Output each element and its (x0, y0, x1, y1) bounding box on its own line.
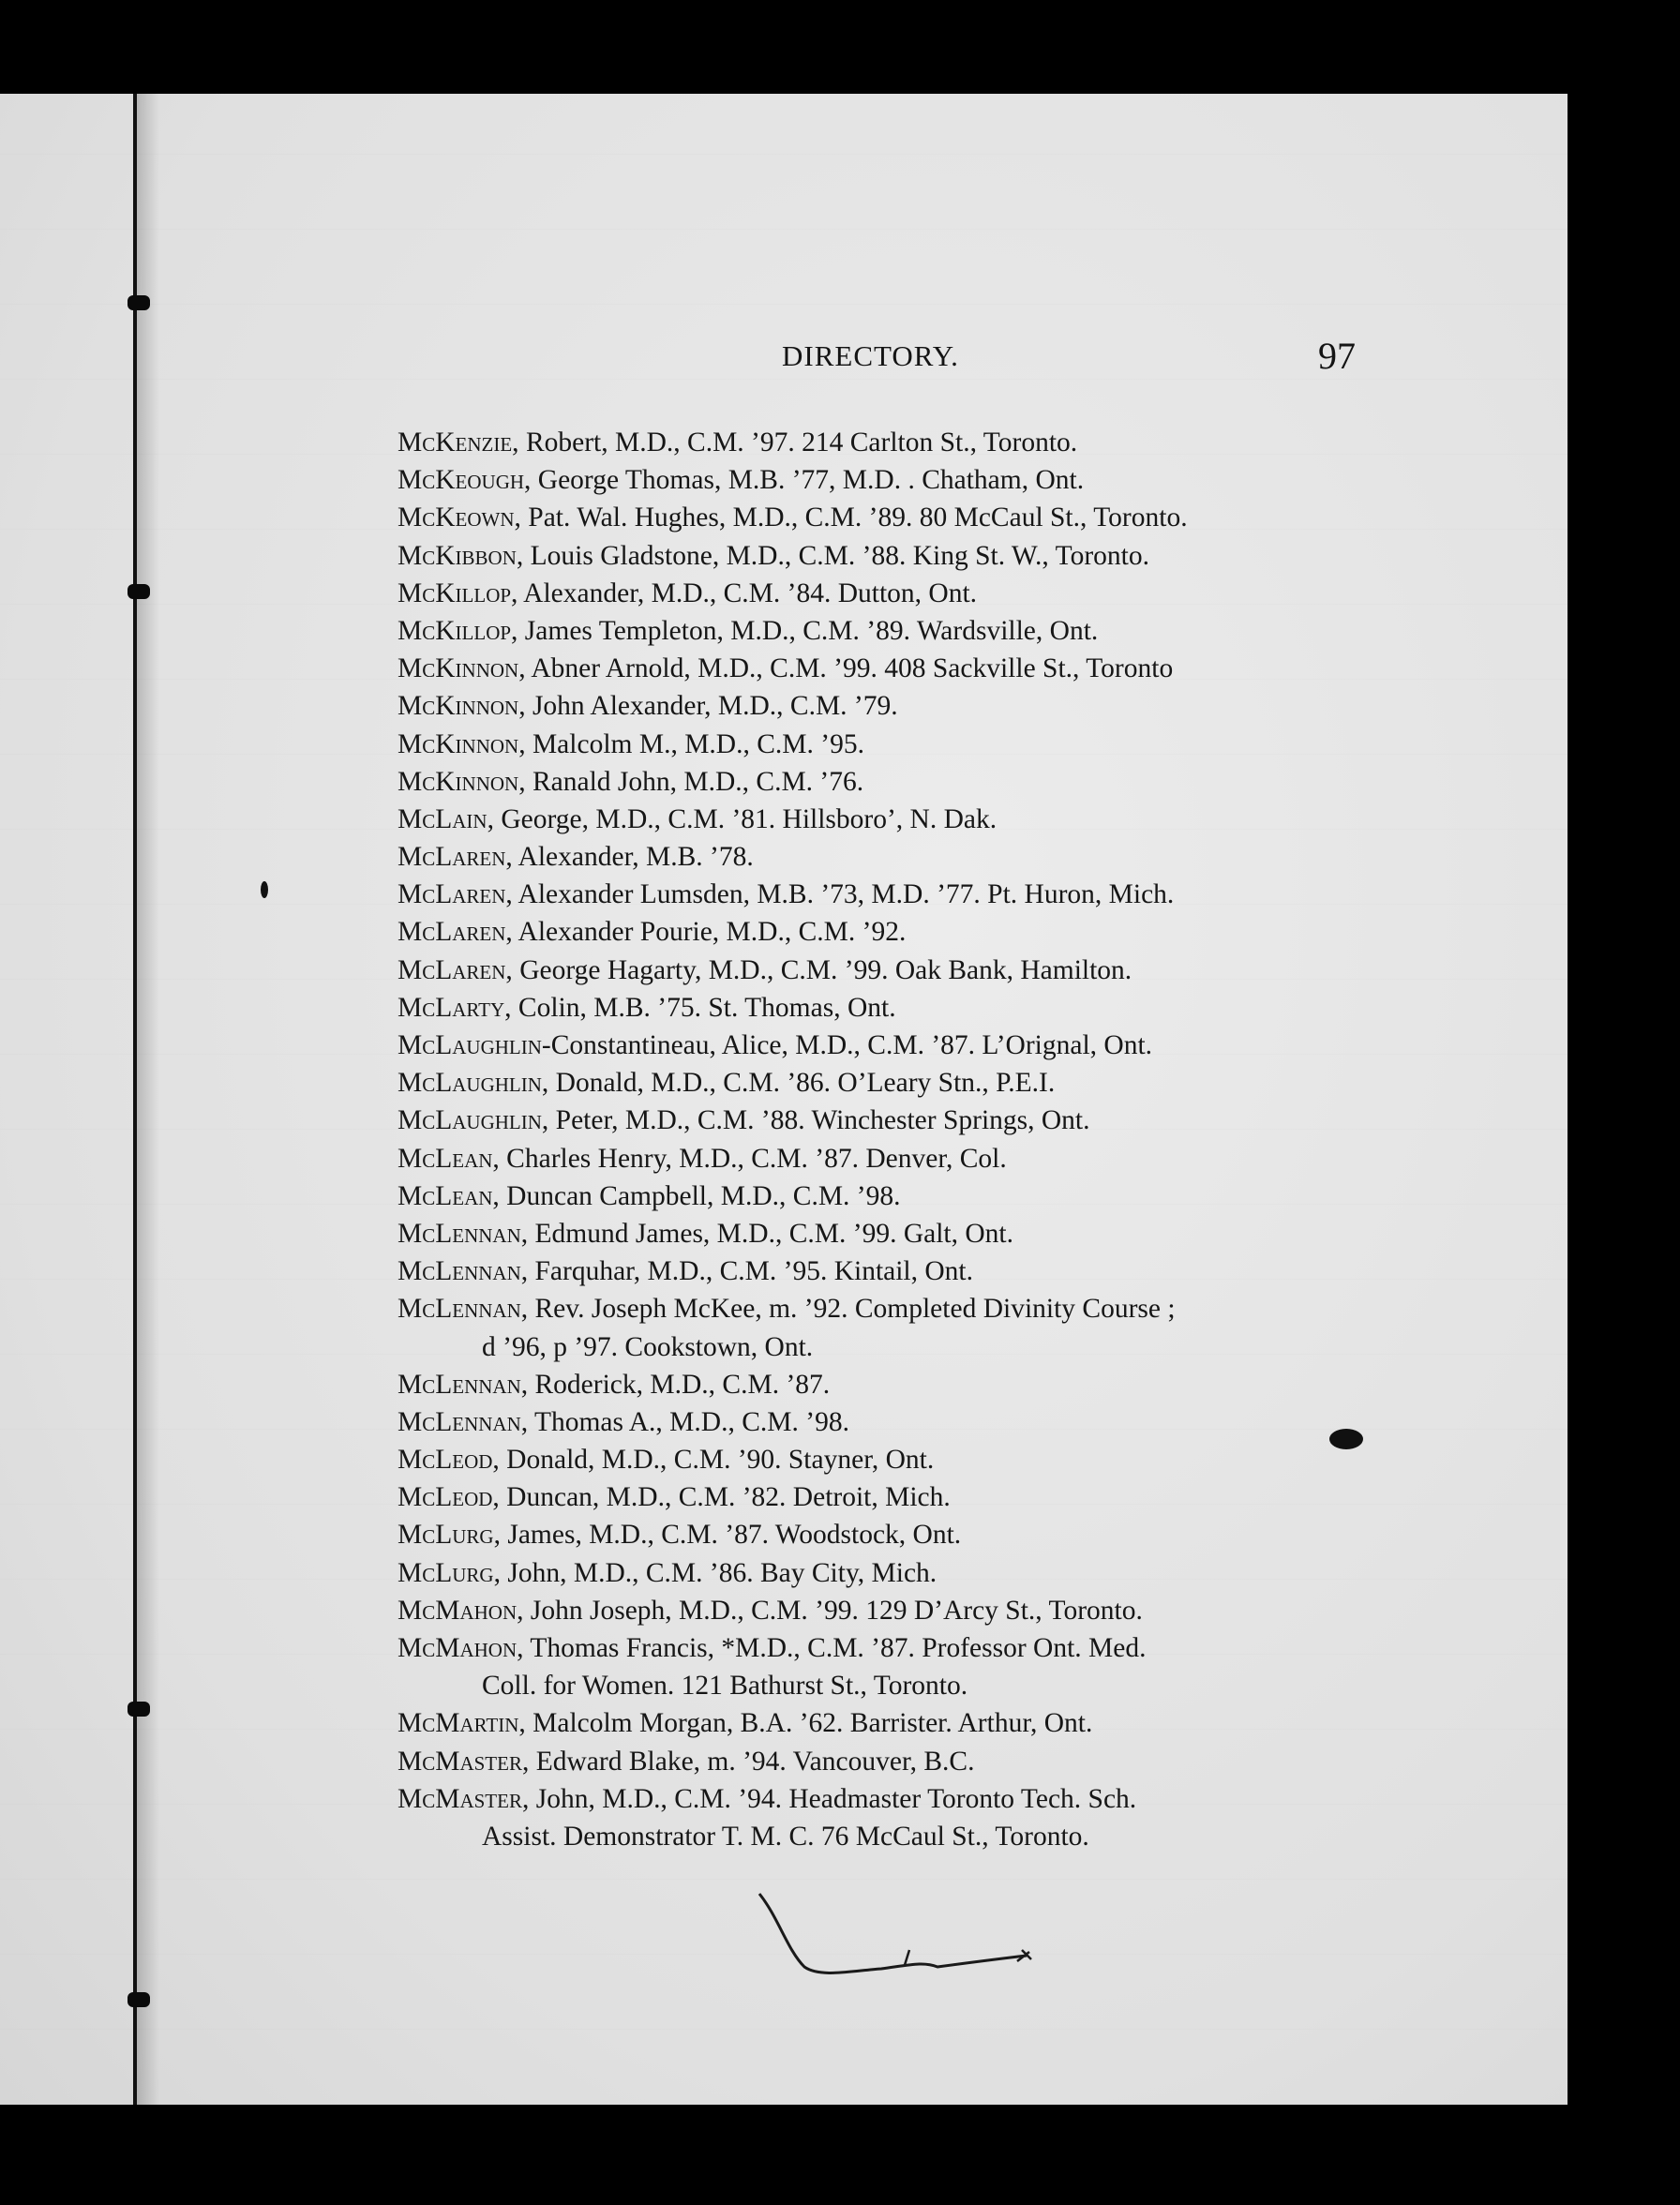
directory-entry (398, 1215, 1393, 1252)
directory-entry (398, 1140, 1393, 1178)
gutter-shadow (137, 94, 159, 2105)
entry-details: George Hagarty, M.D., C.M. ’99. Oak Bank, Hamilton. (512, 954, 1132, 985)
binding-mark (128, 1992, 150, 2007)
entry-details: Alexander, M.D., C.M. ’84. Dutton, Ont. (518, 578, 978, 608)
directory-entry (398, 650, 1393, 687)
directory-entries (398, 424, 1393, 1855)
entry-details: Assist. Demonstrator T. M. C. 76 McCaul St., Toronto. (482, 1821, 1089, 1852)
directory-entry (398, 801, 1393, 838)
page-number: 97 (1318, 335, 1356, 377)
entry-surname: McKinnon, (398, 653, 526, 684)
entry-details: Duncan Campbell, M.D., C.M. ’98. (499, 1180, 901, 1211)
entry-details: Edmund James, M.D., C.M. ’99. Galt, Ont. (528, 1218, 1013, 1249)
directory-entry (398, 1516, 1393, 1553)
entry-surname: McKenzie, (398, 428, 519, 458)
entry-surname: McLaren, (398, 917, 513, 948)
pen-scribble-mark (750, 1884, 1041, 1988)
entry-surname: McLaughlin, (398, 1105, 549, 1136)
entry-details: Roderick, M.D., C.M. ’87. (528, 1369, 831, 1400)
entry-surname: McLaren, (398, 842, 513, 873)
binding-mark (128, 584, 150, 599)
entry-details: John, M.D., C.M. ’94. Headmaster Toronto Tech. Sch. (529, 1783, 1137, 1814)
entry-surname: McLennan, (398, 1218, 529, 1249)
entry-details: Donald, M.D., C.M. ’90. Stayner, Ont. (499, 1445, 935, 1476)
directory-entry (398, 575, 1393, 612)
entry-details: James Templeton, M.D., C.M. ’89. Wardsville, Ont. (518, 615, 1099, 646)
entry-details: Thomas A., M.D., C.M. ’98. (528, 1406, 849, 1437)
directory-entry (398, 461, 1393, 499)
directory-entry (398, 424, 1393, 461)
directory-entry (398, 1592, 1393, 1629)
entry-surname: McLennan, (398, 1256, 529, 1287)
binding-mark (128, 1702, 150, 1717)
entry-details: Malcolm Morgan, B.A. ’62. Barrister. Arthur, Ont. (525, 1708, 1093, 1739)
directory-entry (398, 1780, 1393, 1818)
entry-details: Rev. Joseph McKee, m. ’92. Completed Divinity Course ; (528, 1294, 1176, 1325)
entry-details: Donald, M.D., C.M. ’86. O’Leary Stn., P.E.I. (548, 1068, 1056, 1099)
entry-surname: McLaren, (398, 954, 513, 985)
entry-details: Thomas Francis, *M.D., C.M. ’87. Professor Ont. Med. (523, 1633, 1147, 1663)
directory-entry (398, 726, 1393, 763)
entry-details: Pat. Wal. Hughes, M.D., C.M. ’89. 80 McCaul St., Toronto. (520, 502, 1188, 533)
entry-surname: McLennan, (398, 1406, 529, 1437)
entry-surname: McLaughlin (398, 1030, 542, 1060)
entry-details: -Constantineau, Alice, M.D., C.M. ’87. L’Orignal, Ont. (541, 1030, 1153, 1060)
directory-entry (398, 1629, 1393, 1667)
entry-details: Coll. for Women. 121 Bathurst St., Toronto. (482, 1671, 968, 1702)
directory-entry (398, 952, 1393, 989)
entry-surname: McLurg, (398, 1557, 501, 1588)
entry-surname: McMahon, (398, 1595, 524, 1626)
entry-surname: McMartin, (398, 1708, 526, 1739)
entry-surname: McKinnon, (398, 691, 526, 722)
directory-entry-continuation (398, 1818, 1393, 1855)
directory-entry (398, 612, 1393, 650)
directory-entry-continuation (398, 1667, 1393, 1704)
binding-mark (128, 295, 150, 310)
entry-details: Farquhar, M.D., C.M. ’95. Kintail, Ont. (528, 1256, 974, 1287)
directory-entry (398, 1478, 1393, 1516)
entry-surname: McLarty, (398, 992, 512, 1023)
directory-entry (398, 687, 1393, 725)
directory-entry (398, 1403, 1393, 1441)
entry-details: Edward Blake, m. ’94. Vancouver, B.C. (529, 1746, 975, 1777)
entry-surname: McKinnon, (398, 728, 526, 759)
entry-surname: McMaster, (398, 1783, 530, 1814)
entry-surname: McKillop, (398, 615, 518, 646)
entry-surname: McLean, (398, 1143, 500, 1174)
entry-details: John Alexander, M.D., C.M. ’79. (525, 691, 898, 722)
entry-details: Alexander Pourie, M.D., C.M. ’92. (512, 917, 907, 948)
directory-entry (398, 1554, 1393, 1592)
entry-details: Charles Henry, M.D., C.M. ’87. Denver, Col. (499, 1143, 1007, 1174)
page-spine-edge (133, 94, 137, 2105)
entry-details: Malcolm M., M.D., C.M. ’95. (525, 728, 864, 759)
directory-entry (398, 1252, 1393, 1290)
entry-details: George Thomas, M.B. ’77, M.D. . Chatham, Ont. (531, 465, 1085, 496)
directory-entry (398, 1027, 1393, 1064)
directory-entry (398, 1743, 1393, 1780)
entry-surname: McKeown, (398, 502, 521, 533)
running-header (0, 335, 1568, 386)
directory-entry (398, 537, 1393, 575)
entry-details: Alexander Lumsden, M.B. ’73, M.D. ’77. Pt. Huron, Mich. (512, 879, 1175, 910)
directory-entry (398, 1441, 1393, 1478)
entry-surname: McKibbon, (398, 540, 524, 571)
entry-surname: McLennan, (398, 1294, 529, 1325)
entry-details: James, M.D., C.M. ’87. Woodstock, Ont. (500, 1520, 962, 1551)
directory-entry (398, 499, 1393, 536)
entry-surname: McKeough, (398, 465, 532, 496)
entry-details: John, M.D., C.M. ’86. Bay City, Mich. (500, 1557, 938, 1588)
entry-surname: McMahon, (398, 1633, 524, 1663)
entry-surname: McLean, (398, 1180, 500, 1211)
entry-details: Alexander, M.B. ’78. (512, 842, 754, 873)
entry-surname: McLain, (398, 803, 494, 834)
directory-entry (398, 763, 1393, 801)
directory-entry (398, 876, 1393, 913)
entry-details: Robert, M.D., C.M. ’97. 214 Carlton St., Toronto. (518, 428, 1078, 458)
entry-details: Duncan, M.D., C.M. ’82. Detroit, Mich. (499, 1482, 951, 1513)
directory-entry (398, 1366, 1393, 1403)
directory-entry (398, 1102, 1393, 1139)
directory-entry (398, 1290, 1393, 1328)
directory-entry (398, 913, 1393, 951)
entry-details: George, M.D., C.M. ’81. Hillsboro’, N. Dak. (493, 803, 998, 834)
entry-details: Louis Gladstone, M.D., C.M. ’88. King St. W., Toronto. (523, 540, 1149, 571)
entry-details: Ranald John, M.D., C.M. ’76. (525, 766, 864, 797)
directory-entry-continuation (398, 1328, 1393, 1366)
entry-details: John Joseph, M.D., C.M. ’99. 129 D’Arcy St., Toronto. (523, 1595, 1143, 1626)
directory-entry (398, 838, 1393, 876)
entry-details: Peter, M.D., C.M. ’88. Winchester Springs, Ont. (548, 1105, 1090, 1136)
entry-surname: McLaughlin, (398, 1068, 549, 1099)
entry-surname: McLeod, (398, 1445, 500, 1476)
entry-surname: McLennan, (398, 1369, 529, 1400)
ink-speck (261, 881, 268, 898)
entry-surname: McKillop, (398, 578, 518, 608)
entry-details: Colin, M.B. ’75. St. Thomas, Ont. (511, 992, 896, 1023)
entry-surname: McLurg, (398, 1520, 501, 1551)
entry-surname: McMaster, (398, 1746, 530, 1777)
directory-entry (398, 1704, 1393, 1742)
directory-entry (398, 1178, 1393, 1215)
directory-entry (398, 1064, 1393, 1102)
entry-surname: McLaren, (398, 879, 513, 910)
directory-entry (398, 989, 1393, 1027)
entry-details: Abner Arnold, M.D., C.M. ’99. 408 Sackville St., Toronto (525, 653, 1174, 684)
entry-surname: McKinnon, (398, 766, 526, 797)
entry-surname: McLeod, (398, 1482, 500, 1513)
running-head-title: DIRECTORY. (782, 339, 959, 372)
entry-details: d ’96, p ’97. Cookstown, Ont. (482, 1331, 814, 1362)
